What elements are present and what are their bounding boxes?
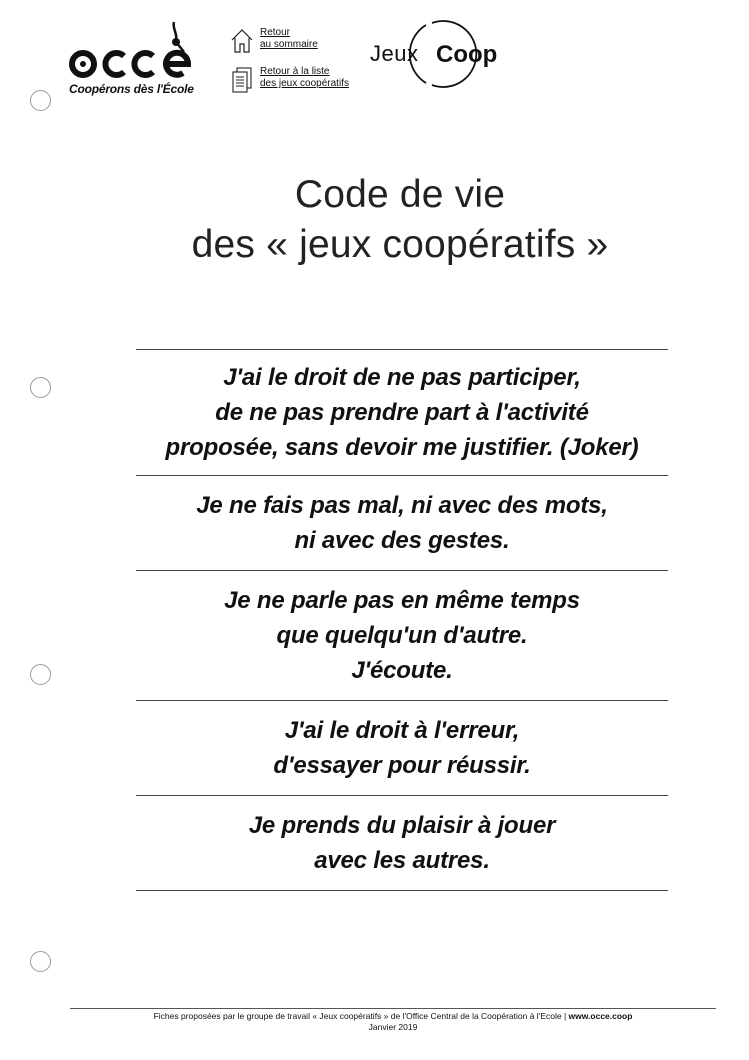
coop-word: Coop — [436, 41, 498, 68]
back-to-summary-link[interactable] — [230, 27, 318, 55]
footer-text: Fiches proposées par le groupe de travail « Jeux coopératifs » de l'Office Central de la Coopération à l'Ecole | — [153, 1011, 569, 1021]
back-to-list-label[interactable]: Retour à la liste des jeux coopératifs — [260, 66, 349, 89]
rule-line: avec les autres. — [314, 847, 490, 874]
occe-logo-mark — [66, 18, 198, 84]
rule-item — [136, 796, 668, 891]
rule-line: Je ne fais pas mal, ni avec des mots, — [196, 492, 608, 519]
rule-line: ni avec des gestes. — [294, 527, 510, 554]
title-line: Code de vie — [294, 173, 506, 216]
rule-line: que quelqu'un d'autre. — [276, 622, 528, 649]
punch-hole — [30, 377, 51, 398]
back-to-list-link[interactable] — [230, 66, 349, 94]
title-line: des « jeux coopératifs » — [191, 223, 609, 266]
home-icon — [230, 27, 254, 55]
rule-line: proposée, sans devoir me justifier. (Joker) — [165, 434, 639, 461]
list-icon — [230, 66, 254, 94]
rule-line: d'essayer pour réussir. — [273, 752, 531, 779]
rules-list — [136, 349, 668, 891]
rule-line: Je ne parle pas en même temps — [224, 587, 580, 614]
footer-date: Janvier 2019 — [368, 1022, 418, 1032]
logo-tagline: Coopérons dès l'École — [69, 82, 194, 96]
rule-item — [136, 476, 668, 571]
rule-line: Je prends du plaisir à jouer — [248, 812, 556, 839]
footer-url[interactable]: www.occe.coop — [568, 1011, 633, 1021]
punch-hole — [30, 90, 51, 111]
footer — [0, 1011, 749, 1033]
jeux-word: Jeux — [370, 41, 419, 66]
rule-line: J'ai le droit de ne pas participer, — [223, 364, 581, 391]
rule-line: J'écoute. — [351, 657, 453, 684]
punch-hole — [30, 664, 51, 685]
page-title — [0, 170, 749, 270]
rule-line: J'ai le droit à l'erreur, — [284, 717, 520, 744]
punch-hole — [30, 951, 51, 972]
rule-item — [136, 571, 668, 701]
occe-logo[interactable] — [66, 18, 198, 100]
back-to-summary-label[interactable]: Retour au sommaire — [260, 27, 318, 50]
rule-item — [136, 350, 668, 476]
rule-item — [136, 701, 668, 796]
footer-divider — [70, 1008, 716, 1009]
jeux-coop-logo — [366, 17, 508, 91]
rule-line: de ne pas prendre part à l'activité — [215, 399, 589, 426]
